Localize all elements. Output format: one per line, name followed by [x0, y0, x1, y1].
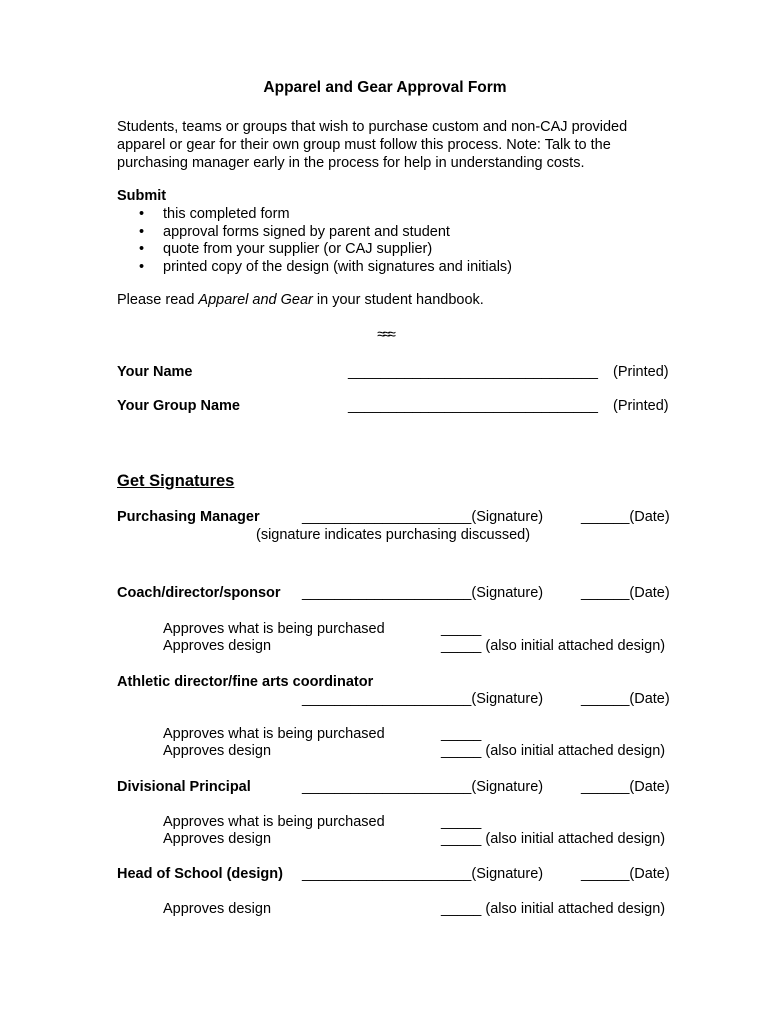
- signature-line: _____________________: [302, 585, 472, 601]
- date-line: ______: [581, 779, 630, 795]
- approves-purchased-label: Approves what is being purchased: [163, 621, 385, 637]
- handbook-note: [117, 292, 484, 310]
- initial-design-hint: (also initial attached design): [485, 831, 666, 847]
- coach-purchased-initial-field[interactable]: _____: [441, 621, 482, 637]
- divisional-principal-label: Divisional Principal: [117, 779, 251, 795]
- head-design-initial-field[interactable]: [441, 901, 665, 919]
- date-line: ______: [581, 866, 630, 882]
- list-item: • approval forms signed by parent and student: [117, 224, 512, 242]
- approves-purchased-label: Approves what is being purchased: [163, 814, 385, 830]
- purchasing-note: (signature indicates purchasing discussed): [256, 527, 531, 543]
- list-item: • quote from your supplier (or CAJ supplier): [117, 241, 512, 259]
- group-name-label: Your Group Name: [117, 398, 240, 414]
- signature-hint: (Signature): [471, 585, 544, 601]
- initial-line: _____: [441, 638, 482, 654]
- initial-line: _____: [441, 901, 482, 917]
- athletic-design-initial-field[interactable]: [441, 743, 665, 761]
- athletic-signature-field[interactable]: [302, 691, 543, 709]
- coach-design-initial-field[interactable]: [441, 638, 665, 656]
- initial-design-hint: (also initial attached design): [485, 743, 666, 759]
- section-divider: ≈≈≈: [377, 326, 393, 343]
- principal-date-field[interactable]: [581, 779, 670, 797]
- handbook-note-suffix: in your student handbook.: [312, 292, 484, 308]
- approves-design-label: Approves design: [163, 638, 272, 654]
- initial-line: _____: [441, 831, 482, 847]
- list-item: • this completed form: [117, 206, 512, 224]
- principal-signature-field[interactable]: [302, 779, 543, 797]
- date-line: ______: [581, 691, 630, 707]
- date-hint: (Date): [629, 585, 670, 601]
- signature-line: _____________________: [302, 779, 472, 795]
- date-line: ______: [581, 509, 630, 525]
- group-name-field[interactable]: _______________________________: [348, 398, 598, 414]
- coach-date-field[interactable]: [581, 585, 670, 603]
- athletic-director-label: Athletic director/fine arts coordinator: [117, 674, 374, 690]
- coach-label: Coach/director/sponsor: [117, 585, 281, 601]
- date-hint: (Date): [629, 779, 670, 795]
- approves-design-label: Approves design: [163, 743, 272, 759]
- submit-list: [117, 206, 512, 276]
- your-name-label: Your Name: [117, 364, 193, 380]
- approves-purchased-label: Approves what is being purchased: [163, 726, 385, 742]
- purchasing-manager-label: Purchasing Manager: [117, 509, 260, 525]
- signature-hint: (Signature): [471, 691, 544, 707]
- date-hint: (Date): [629, 866, 670, 882]
- approves-design-label: Approves design: [163, 901, 272, 917]
- date-line: ______: [581, 585, 630, 601]
- initial-design-hint: (also initial attached design): [485, 901, 666, 917]
- signature-line: _____________________: [302, 866, 472, 882]
- purchasing-date-field[interactable]: [581, 509, 670, 527]
- signature-hint: (Signature): [471, 866, 544, 882]
- signature-hint: (Signature): [471, 509, 544, 525]
- signature-line: _____________________: [302, 509, 472, 525]
- handbook-note-prefix: Please read: [117, 292, 199, 308]
- intro-paragraph: Students, teams or groups that wish to purchase custom and non-CAJ provided apparel or gear for their own group must follow this process. Note: Talk to the purchasing manager early in the process for help in understanding costs.: [117, 119, 628, 171]
- form-title: Apparel and Gear Approval Form: [263, 79, 507, 96]
- your-name-printed-hint: (Printed): [613, 364, 669, 380]
- head-of-school-label: Head of School (design): [117, 866, 283, 882]
- date-hint: (Date): [629, 691, 670, 707]
- get-signatures-heading: Get Signatures: [117, 472, 235, 490]
- coach-signature-field[interactable]: [302, 585, 543, 603]
- head-date-field[interactable]: [581, 866, 670, 884]
- head-signature-field[interactable]: [302, 866, 543, 884]
- date-hint: (Date): [629, 509, 670, 525]
- purchasing-signature-field[interactable]: [302, 509, 543, 527]
- group-name-printed-hint: (Printed): [613, 398, 669, 414]
- approves-design-label: Approves design: [163, 831, 272, 847]
- signature-hint: (Signature): [471, 779, 544, 795]
- athletic-purchased-initial-field[interactable]: _____: [441, 726, 482, 742]
- principal-design-initial-field[interactable]: [441, 831, 665, 849]
- your-name-field[interactable]: _______________________________: [348, 364, 598, 380]
- principal-purchased-initial-field[interactable]: _____: [441, 814, 482, 830]
- initial-line: _____: [441, 743, 482, 759]
- signature-line: _____________________: [302, 691, 472, 707]
- handbook-title: Apparel and Gear: [198, 292, 313, 308]
- list-item: • printed copy of the design (with signatures and initials): [117, 259, 512, 277]
- initial-design-hint: (also initial attached design): [485, 638, 666, 654]
- athletic-date-field[interactable]: [581, 691, 670, 709]
- submit-heading: Submit: [117, 188, 167, 204]
